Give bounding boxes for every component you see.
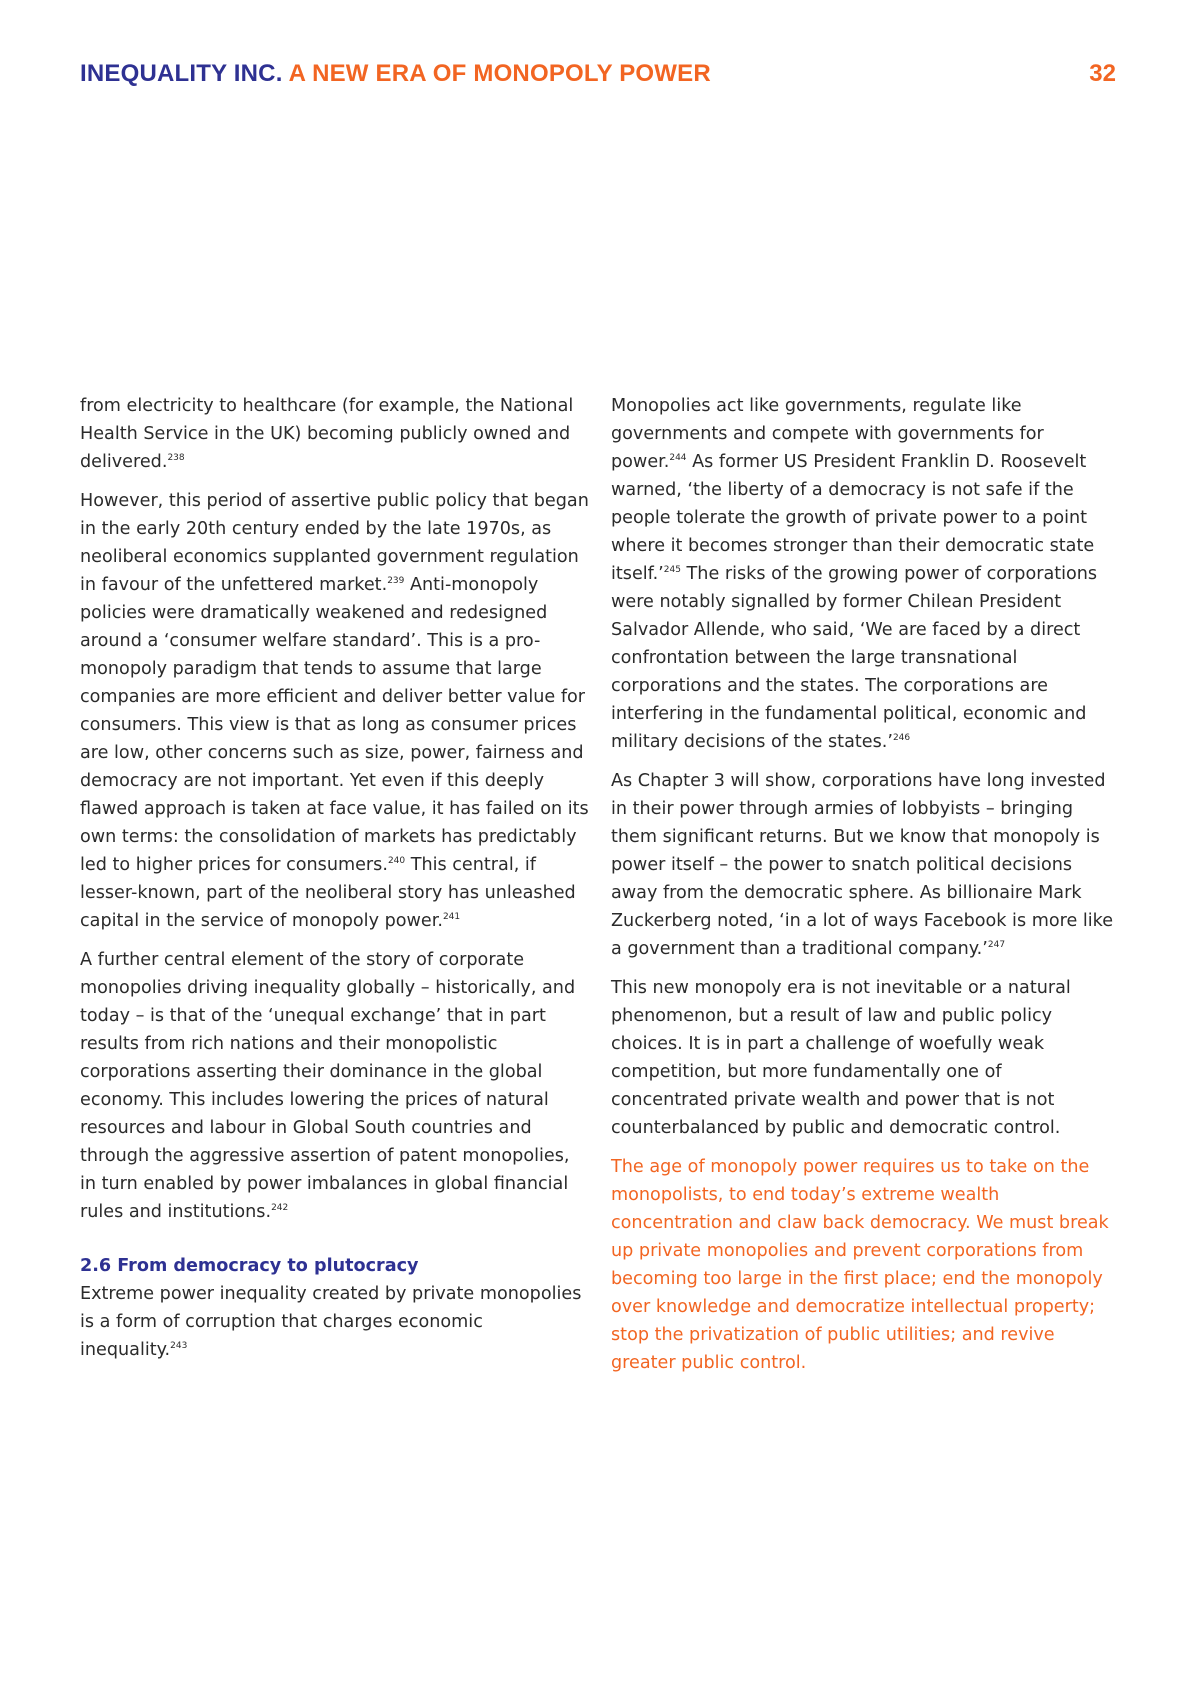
paragraph (611, 767, 1123, 963)
section-heading: 2.6 From democracy to plutocracy (80, 1256, 419, 1276)
footnote-ref[interactable]: 240 (387, 856, 406, 867)
paragraph (80, 1280, 590, 1364)
paragraph-text: from electricity to healthcare (for example, the National Health Service in the UK) becoming publicly owned and delivered. (80, 396, 574, 472)
footnote-ref[interactable]: 245 (663, 565, 681, 576)
footnote-ref[interactable]: 246 (892, 733, 911, 744)
report-title-chapter: A NEW ERA OF MONOPOLY POWER (288, 60, 711, 87)
report-title-main: INEQUALITY INC. (80, 60, 283, 87)
footnote-ref[interactable]: 243 (170, 1341, 188, 1352)
paragraph-text: This central, if lesser-known, part of the neoliberal story has unleashed capital in the service of monopoly power. (80, 855, 576, 931)
right-column (611, 392, 1123, 1388)
paragraph-text: Extreme power inequality created by private monopolies is a form of corruption that charges economic inequality. (80, 1284, 582, 1360)
callout-recommendation: The age of monopoly power requires us to take on the monopolists, to end today’s extreme wealth concentration and claw back democracy. We must break up private monopolies and prevent corporations from becoming too large in the first place; end the monopoly over knowledge and democratize intellectual property; stop the privatization of public utilities; and revive greater public control. (611, 1157, 1109, 1373)
report-title (80, 60, 711, 88)
paragraph-text: As former US President Franklin D. Roosevelt warned, ‘the liberty of a democracy is not safe if the people tolerate the growth of private power to a point where it becomes stronger than their democratic state itself.’ (611, 452, 1095, 584)
page-header (80, 60, 1116, 94)
paragraph-text: Anti-monopoly policies were dramatically weakened and redesigned around a ‘consumer welfare standard’. This is a pro-monopoly paradigm that tends to assume that large companies are more efficient and deliver better value for consumers. This view is that as long as consumer prices are low, other concerns such as size, power, fairness and democracy are not important. Yet even if this deeply flawed approach is taken at face value, it has failed on its own terms: the consolidation of markets has predictably led to higher prices for consumers. (80, 575, 589, 875)
page-number: 32 (1089, 60, 1116, 87)
footnote-ref[interactable]: 242 (271, 1203, 289, 1214)
paragraph-text: Monopolies act like governments, regulate like governments and compete with governments for power. (611, 396, 1044, 472)
paragraph-text: The risks of the growing power of corporations were notably signalled by former Chilean President Salvador Allende, who said, ‘We are faced by a direct confrontation between the large transnational corporations and the states. The corporations are interfering in the fundamental political, economic and military decisions of the states.’ (611, 564, 1098, 752)
footnote-ref[interactable]: 239 (387, 576, 405, 587)
footnote-ref[interactable]: 241 (442, 912, 461, 923)
paragraph (80, 487, 590, 935)
paragraph (611, 392, 1123, 756)
paragraph-text: As Chapter 3 will show, corporations have long invested in their power through armies of lobbyists – bringing them significant returns. But we know that monopoly is power itself – the power to snatch political decisions away from the democratic sphere. As billionaire Mark Zuckerberg noted, ‘in a lot of ways Facebook is more like a government than a traditional company.’ (611, 771, 1114, 959)
paragraph: This new monopoly era is not inevitable or a natural phenomenon, but a result of law and public policy choices. It is in part a challenge of woefully weak competition, but more fundamentally one of concentrated private wealth and power that is not counterbalanced by public and democratic control. (611, 978, 1071, 1138)
footnote-ref[interactable]: 244 (669, 453, 687, 464)
footnote-ref[interactable]: 247 (987, 940, 1006, 951)
paragraph-text: A further central element of the story of corporate monopolies driving inequality globally – historically, and today – is that of the ‘unequal exchange’ that in part results from rich nations and their monopolistic corporations asserting their dominance in the global economy. This includes lowering the prices of natural resources and labour in Global South countries and through the aggressive assertion of patent monopolies, in turn enabled by power imbalances in global financial rules and institutions. (80, 950, 576, 1222)
paragraph (80, 946, 590, 1226)
left-column (80, 392, 590, 1375)
footnote-ref[interactable]: 238 (167, 453, 185, 464)
paragraph (80, 392, 590, 476)
paragraph-text: However, this period of assertive public policy that began in the early 20th century ended by the late 1970s, as neoliberal economics supplanted government regulation in favour of the unfettered market. (80, 491, 589, 595)
